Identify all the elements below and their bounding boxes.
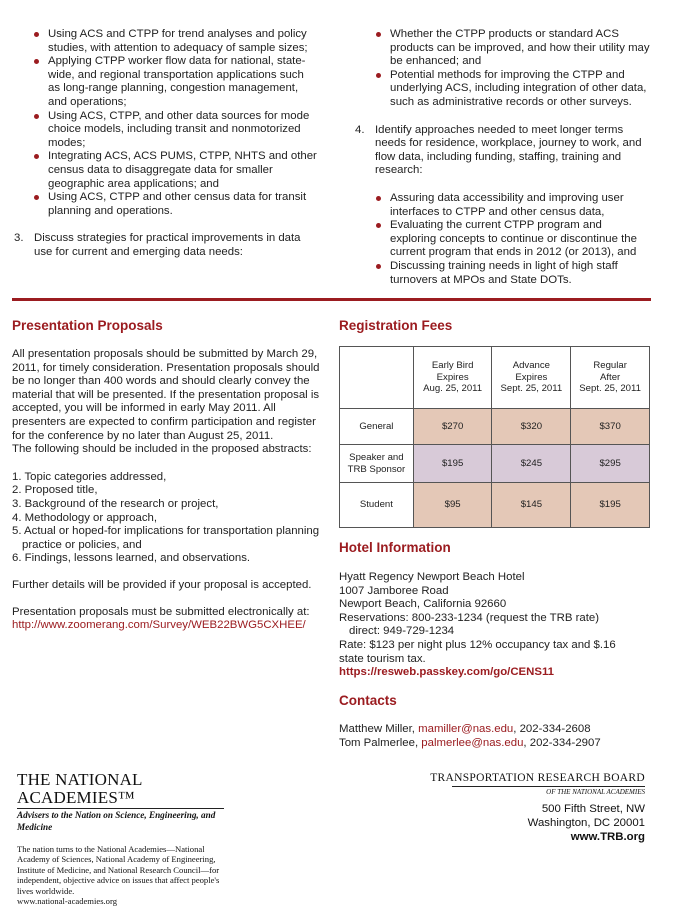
list-item: Assuring data accessibility and improving user interfaces to CTPP and other census data, [375,192,650,219]
top-right-column [355,28,650,287]
empty-header-cell [340,347,414,409]
column-label: Expires [515,371,548,383]
fee-cell: $370 [571,409,650,445]
contact-row [339,723,654,737]
trb-block [430,772,645,844]
list-item: Evaluating the current CTPP program and exploring concepts to continue or discontinue the current program that ends in 2012 (or 2013), and [375,219,650,260]
section-divider [12,298,651,301]
national-academies-tagline: Advisers to the Nation on Science, Engineering, and Medicine [17,810,216,832]
list-item: Using ACS, CTPP and other census data for transit planning and operations. [33,191,318,218]
column-label: After [599,371,621,383]
fee-cell: $95 [413,483,492,528]
contacts-section [339,693,654,750]
abstract-intro: The following should be included in the proposed abstracts: [12,443,312,456]
fee-cell: $270 [413,409,492,445]
column-header [413,347,492,409]
item-text: Identify approaches needed to meet longer terms needs for residence, workplace, journey to work, and flow data, including funding, staffing, training and research: [375,123,642,177]
hotel-section [339,540,654,680]
table-row [340,409,650,445]
abstract-list [12,471,324,566]
contact-email-link[interactable]: palmerlee@nas.edu [421,736,524,749]
row-label: General [340,409,414,445]
top-left-column [14,28,318,260]
column-header [571,347,650,409]
trb-address-line: 500 Fifth Street, NW [541,802,645,815]
column-label: Regular [593,360,627,372]
list-item: Applying CTPP worker flow data for national, state-wide, and regional transportation applications such as long-range planning, congestion management, and operations; [33,55,318,109]
list-item: 6. Findings, lessons learned, and observations. [12,552,251,565]
fee-cell: $320 [492,409,571,445]
hotel-city: Newport Beach, California 92660 [339,598,507,611]
approach-bullet-list [375,192,650,287]
item-text: Discuss strategies for practical improvements in data use for current and emerging data needs: [34,232,301,258]
national-academies-blurb: The nation turns to the National Academies—National Academy of Sciences, National Academy of Engineering, Institute of Medicine, and National Research Council—for independent, objective advice on issues that affect people's lives worldwide. [17,844,220,896]
trb-address-line: Washington, DC 20001 [527,816,645,829]
fee-cell: $195 [571,483,650,528]
trb-website[interactable]: www.TRB.org [570,830,645,843]
contacts-heading: Contacts [339,693,397,708]
list-item: Integrating ACS, ACS PUMS, CTPP, NHTS and other census data to disaggregate data for smaller geographic area applications; and [33,150,318,191]
list-item: 3. Background of the research or project, [12,497,219,510]
proposal-survey-link[interactable]: http://www.zoomerang.com/Survey/WEB22BWG5CXHEE/ [12,619,306,632]
column-label: Sept. 25, 2011 [579,383,641,395]
national-academies-url[interactable]: www.national-academies.org [17,896,117,906]
list-item: 5. Actual or hoped-for implications for transportation planning practice or policies, and [12,525,320,551]
contact-phone: , 202-334-2608 [513,723,591,735]
contact-row [339,737,654,751]
column-label: Aug. 25, 2011 [423,383,483,395]
list-item: 2. Proposed title, [12,484,98,497]
table-row [340,445,650,483]
list-item: 1. Topic categories addressed, [12,470,167,483]
trb-logo: TRANSPORTATION RESEARCH BOARD [430,772,645,784]
numbered-item-3 [14,232,318,259]
presentation-body: All presentation proposals should be submitted by March 29, 2011, for timely consideration. Presentation proposals should be no longer than 400 words and should clearly convey the material that will be presented. If the presentation proposal is accepted, you will be informed in early May 2011. All presenters are expected to confirm participation and register for the conference by no later than August 25, 2011. [12,348,320,442]
trb-subtitle: OF THE NATIONAL ACADEMIES [546,787,645,796]
item-number: 4. [355,123,365,136]
fee-cell: $145 [492,483,571,528]
column-label: Advance [512,360,551,372]
contact-name: Tom Palmerlee, [339,736,422,749]
hotel-name: Hyatt Regency Newport Beach Hotel [339,571,525,583]
list-item: Potential methods for improving the CTPP and underlying ACS, including integration of other data, such as administrative records or other surveys. [375,69,650,110]
hotel-rate: Rate: $123 per night plus 12% occupancy tax and $.16 state tourism tax. [339,638,616,665]
hotel-details [339,571,654,680]
list-item: Using ACS, CTPP, and other data sources for mode choice models, including transit and nonmotorized modes; [33,110,318,151]
contact-phone: , 202-334-2907 [523,736,601,749]
fee-cell: $295 [571,445,650,483]
trb-address [430,802,645,844]
national-academies-logo: THE NATIONAL ACADEMIES™ [17,770,142,807]
presentation-heading: Presentation Proposals [12,318,163,333]
row-label [340,445,414,483]
national-academies-block [17,771,242,906]
hotel-street: 1007 Jamboree Road [339,584,449,597]
fee-cell: $195 [413,445,492,483]
further-details: Further details will be provided if your proposal is accepted. [12,578,312,591]
hotel-heading: Hotel Information [339,540,451,555]
column-label: Sept. 25, 2011 [500,383,563,395]
list-item: Discussing training needs in light of high staff turnovers at MPOs and State DOTs. [375,260,650,287]
submit-text: Presentation proposals must be submitted electronically at: [12,605,310,618]
column-header [492,347,571,409]
list-item: Whether the CTPP products or standard ACS products can be improved, and how their utility may be enhanced; and [375,28,650,69]
contacts-list [339,723,654,750]
fees-heading: Registration Fees [339,318,453,333]
column-label: Expires [436,371,469,383]
fees-section [339,318,654,528]
fee-cell: $245 [492,445,571,483]
fees-header-row [340,347,650,409]
hotel-booking-link[interactable]: https://resweb.passkey.com/go/CENS11 [339,666,555,679]
numbered-item-4 [355,124,650,178]
list-item: 4. Methodology or approach, [12,511,158,524]
presentation-section [12,318,324,633]
method-bullet-list [33,28,318,218]
fees-table [339,346,650,528]
contact-email-link[interactable]: mamiller@nas.edu [418,723,514,735]
hotel-direct-phone: direct: 949-729-1234 [349,625,455,638]
list-item: Using ACS and CTPP for trend analyses and policy studies, with attention to adequacy of sample sizes; [33,28,318,55]
contact-name: Matthew Miller, [339,723,419,735]
column-label: Early Bird [431,360,474,372]
table-row [340,483,650,528]
improvement-bullet-list [375,28,650,110]
hotel-reservations: Reservations: 800-233-1234 (request the TRB rate) [339,611,600,624]
row-label: Student [340,483,414,528]
item-number: 3. [14,232,24,245]
row-label-line: TRB Sponsor [347,463,406,475]
row-label-line: Speaker and [349,452,404,463]
